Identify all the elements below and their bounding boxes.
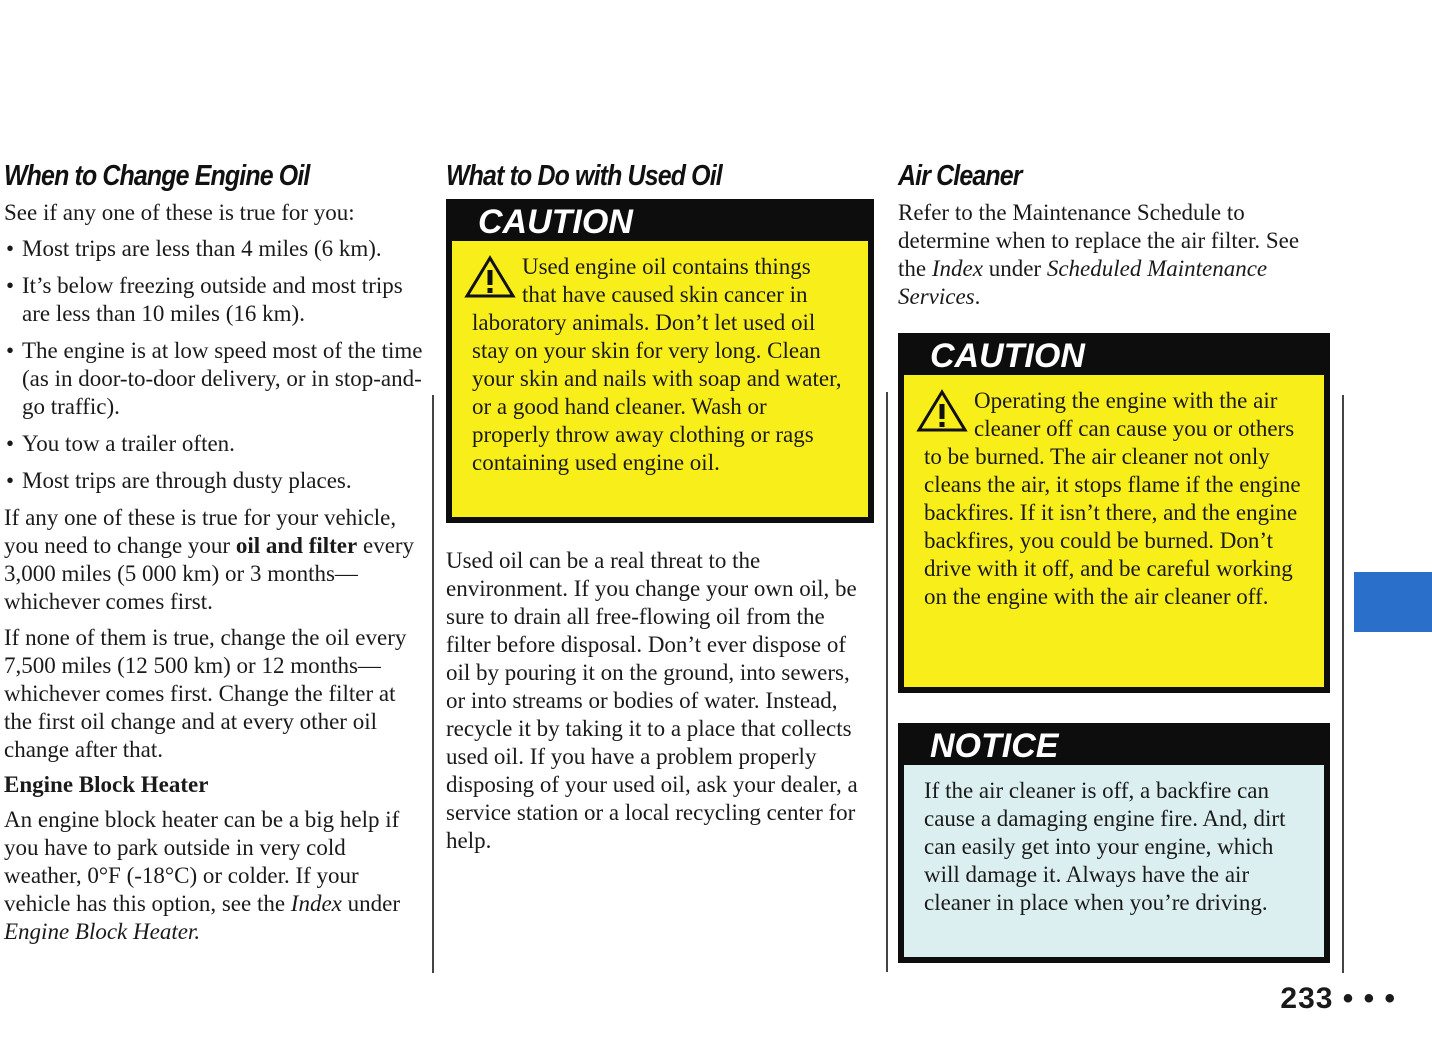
caution-label: CAUTION	[930, 337, 1085, 375]
section-tab-marker	[1354, 572, 1432, 632]
list-item: • Most trips are less than 4 miles (6 km).	[6, 236, 382, 261]
bullet-icon: •	[6, 431, 15, 456]
notice-label: NOTICE	[930, 727, 1059, 765]
bullet-icon: •	[6, 273, 15, 298]
section-title-used-oil: What to Do with Used Oil	[446, 160, 722, 192]
caution-box-used-oil	[446, 199, 874, 523]
column-when-to-change-oil	[4, 160, 424, 954]
column-used-oil	[446, 160, 874, 863]
list-item: • The engine is at low speed most of the time (as in door-to-door delivery, or in stop-and-go traffic).	[6, 338, 423, 419]
list-item: • It’s below freezing outside and most trips are less than 10 miles (16 km).	[6, 273, 403, 326]
bullet-icon: •	[6, 338, 15, 363]
condition-list	[4, 235, 424, 495]
used-oil-paragraph: Used oil can be a real threat to the environment. If you change your own oil, be sure to drain all free-flowing oil from the filter before disposal. Don’t ever dispose of oil by pouring it on the ground, into sewers, or into streams or bodies of water. Instead, recycle it by taking it to a place that collects used oil. If you have a problem properly disposing of your used oil, ask your dealer, a service station or a local recycling center for help.	[446, 548, 858, 853]
list-item: • Most trips are through dusty places.	[6, 468, 352, 493]
caution-body: Operating the engine with the air cleaner off can cause you or others to be burned. The air cleaner not only cleans the air, it stops flame if the engine backfires. If it isn’t there, and the engine backfires, you could be burned. Don’t drive with it off, and be careful working on the engine with the air cleaner off.	[904, 375, 1324, 687]
caution-body: Used engine oil contains things that have caused skin cancer in laboratory animals. Don’t let used oil stay on your skin for very long. Clean your skin and nails with soap and water, or a good hand cleaner. Wash or properly throw away clothing or rags containing used engine oil.	[452, 241, 868, 517]
caution-label: CAUTION	[478, 203, 633, 241]
list-item: • You tow a trailer often.	[6, 431, 235, 456]
notice-body: If the air cleaner is off, a backfire can cause a damaging engine fire. And, dirt can easily get into your engine, which will damage it. Always have the air cleaner in place when you’re driving.	[904, 765, 1324, 957]
notice-box	[898, 723, 1330, 963]
column-divider	[1342, 395, 1344, 973]
normal-interval-paragraph: If none of them is true, change the oil every 7,500 miles (12 500 km) or 12 months—whichever comes first. Change the filter at the first oil change and at every other oil change after that.	[4, 625, 407, 762]
intro-text: See if any one of these is true for you:	[4, 200, 355, 225]
warning-triangle-icon	[916, 389, 968, 433]
bullet-icon: •	[6, 236, 15, 261]
column-air-cleaner	[898, 160, 1330, 963]
engine-block-heater-paragraph: An engine block heater can be a big help if you have to park outside in very cold weather, 0°F (-18°C) or colder. If your vehicle has this option, see the Index under Engine Block Heater.	[4, 807, 400, 944]
bullet-icon: •	[6, 468, 15, 493]
section-title-air-cleaner: Air Cleaner	[898, 160, 1022, 192]
caution-box-air-cleaner	[898, 333, 1330, 693]
column-divider	[886, 392, 888, 972]
air-cleaner-intro: Refer to the Maintenance Schedule to determine when to replace the air filter. See the Index under Scheduled Maintenance Services.	[898, 200, 1300, 309]
section-title-when-to-change-oil: When to Change Engine Oil	[4, 160, 310, 192]
oil-change-interval-paragraph: If any one of these is true for your vehicle, you need to change your oil and filter every 3,000 miles (5 000 km) or 3 months—whichever comes first.	[4, 505, 415, 614]
page-number: 233 • • •	[1280, 982, 1396, 1015]
warning-triangle-icon	[464, 255, 516, 299]
engine-block-heater-heading: Engine Block Heater	[4, 772, 209, 797]
column-divider	[432, 395, 434, 973]
